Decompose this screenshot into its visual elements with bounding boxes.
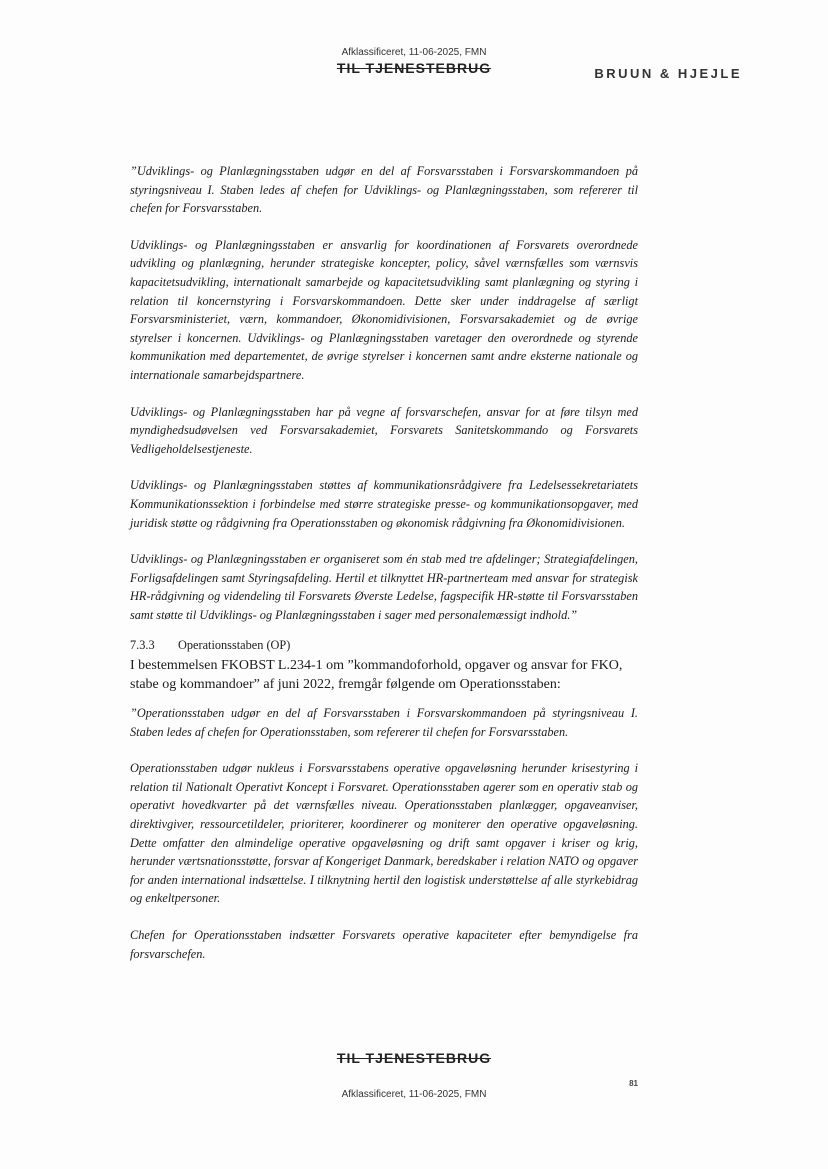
- document-body: [130, 162, 638, 981]
- section-number: 7.3.3: [130, 638, 155, 653]
- quote-paragraph: Udviklings- og Planlægningsstaben er ansvarlig for koordinationen af Forsvarets overordnede udvikling og planlægning, herunder strategiske koncepter, policy, såvel værnsfælles som værnsvis kapacitetsudvikling, internationalt samarbejde og kapacitetsudvikling samt planlægning og styring i relation til koncernstyring i Forsvarskommandoen. Dette sker under inddragelse af særligt Forsvarsministeriet, værn, kommandoer, Økonomidivisionen, Forsvarsakademiet og de øvrige styrelser i koncernen. Udviklings- og Planlægningsstaben varetager den overordnede og styrende kommunikation med departementet, de øvrige styrelser i koncernen samt andre eksterne nationale og internationale samarbejdspartnere.: [130, 237, 638, 382]
- section-title: Operationsstaben (OP): [178, 638, 291, 653]
- quote-paragraph: ”Operationsstaben udgør en del af Forsvarsstaben i Forsvarskommandoen på styringsniveau I. Staben ledes af chefen for Operationsstaben, som refererer til chefen for Forsvarsstaben.: [130, 706, 638, 739]
- classification-marking-top: TIL TJENESTEBRUG: [336, 60, 492, 76]
- page-number: 81: [629, 1079, 638, 1088]
- declassified-stamp-top: Afklassificeret, 11-06-2025, FMN: [341, 47, 487, 58]
- intro-paragraph: I bestemmelsen FKOBST L.234-1 om ”kommandoforhold, opgaver og ansvar for FKO, stabe og kommandoer” af juni 2022, fremgår følgende om Operationsstaben:: [130, 658, 623, 692]
- declassified-stamp-bottom: Afklassificeret, 11-06-2025, FMN: [341, 1089, 487, 1100]
- section-heading: [130, 636, 638, 655]
- quote-paragraph: Udviklings- og Planlægningsstaben støttes af kommunikationsrådgivere fra Ledelsessekretariatets Kommunikationssektion i forbindelse med større strategiske presse- og kommunikationsopgaver, med juridisk støtte og rådgivning fra Operationsstaben og økonomisk rådgivning fra Økonomidivisionen.: [130, 478, 638, 530]
- classification-marking-bottom: TIL TJENESTEBRUG: [336, 1050, 492, 1066]
- quote-paragraph: ”Udviklings- og Planlægningsstaben udgør en del af Forsvarsstaben i Forsvarskommandoen på styringsniveau I. Staben ledes af chefen for Udviklings- og Planlægningsstaben, som refererer til chefen for Forsvarsstaben.: [130, 164, 638, 216]
- firm-logo: BRUUN & HJEJLE: [594, 66, 742, 81]
- quote-paragraph: Udviklings- og Planlægningsstaben er organiseret som én stab med tre afdelinger; Strategiafdelingen, Forligsafdelingen samt Styringsafdeling. Hertil et tilknyttet HR-partnerteam med ansvar for strategisk HR-rådgivning og videndeling til Forsvarets Øverste Ledelse, fagspecifik HR-støtte til Forsvarsstaben samt støtte til Udviklings- og Planlægningsstaben i sager med personalemæssigt indhold.”: [130, 552, 638, 622]
- quote-paragraph: Udviklings- og Planlægningsstaben har på vegne af forsvarschefen, ansvar for at føre tilsyn med myndighedsudøvelsen ved Forsvarsakademiet, Forsvarets Sanitetskommando og Forsvarets Vedligeholdelsestjeneste.: [130, 404, 638, 456]
- quote-paragraph: Chefen for Operationsstaben indsætter Forsvarets operative kapaciteter efter bemyndigelse fra forsvarschefen.: [130, 928, 638, 961]
- quote-paragraph: Operationsstaben udgør nukleus i Forsvarsstabens operative opgaveløsning herunder krisestyring i relation til Nationalt Operativt Koncept i Forsvaret. Operationsstaben agerer som en operativ stab og operativt hovedkvarter på det værnsfælles niveau. Operationsstaben planlægger, opgaveanviser, direktivgiver, ressourcetildeler, prioriterer, koordinerer og moniterer den operative opgaveløsning. Dette omfatter den almindelige operative opgaveløsning og drift samt opgaver i kriser og krig, herunder værtsnationsstøtte, forsvar af Kongeriget Danmark, beredskaber i relation NATO og opgaver for anden international indsættelse. I tilknytning hertil den logistisk understøttelse af alle styrkebidrag og enkeltpersoner.: [130, 761, 638, 906]
